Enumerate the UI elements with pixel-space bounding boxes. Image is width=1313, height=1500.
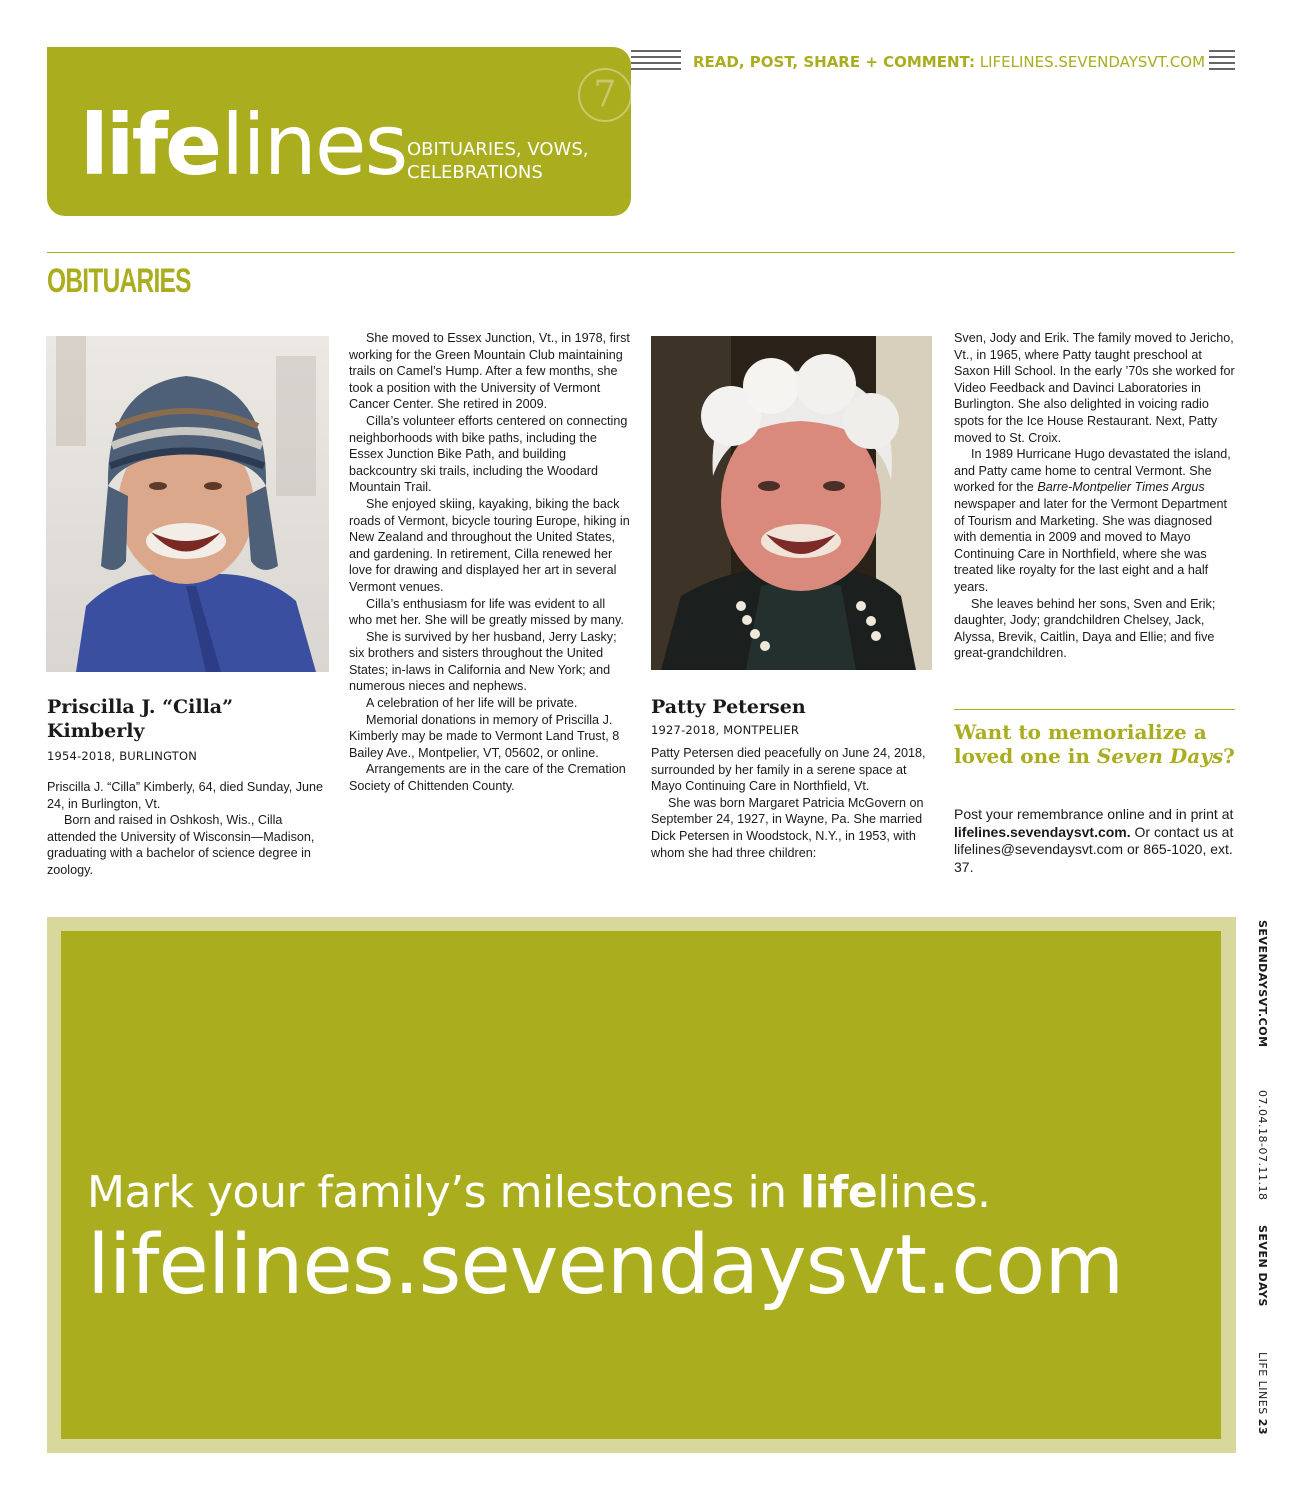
paragraph: She moved to Essex Junction, Vt., in 1978, first working for the Green Mountain Club maintaining trails on Camel’s Hump. After a few months, she took a position with the University of Vermont Cancer Center. She retired in 2009. <box>349 331 630 412</box>
paragraph: Cilla’s volunteer efforts centered on connecting neighborhoods with bike paths, including the Essex Junction Bike Path, and building backcountry ski trails, including the Woodard Mountain Trail. <box>349 413 628 495</box>
paragraph: Sven, Jody and Erik. The family moved to Jericho, Vt., in 1965, where Patty taught preschool at Saxon Hill School. In the early ’70s she worked for Video Feedback and Davinci Laboratories in Burlington. She also delighted in voicing radio spots for the Ice House Restaurant. Next, Patty moved to St. Croix. <box>954 331 1235 445</box>
masthead-subtitle: OBITUARIES, VOWS, CELEBRATIONS <box>407 139 589 183</box>
paragraph: Cilla’s enthusiasm for life was evident to all who met her. She will be greatly missed by many. <box>349 596 624 628</box>
sidebar-paper: SEVEN DAYS <box>1256 1225 1269 1307</box>
obituary-dates-kimberly: 1954-2018, BURLINGTON <box>47 749 198 763</box>
obituary-name-petersen: Patty Petersen <box>651 696 806 718</box>
banner-text[interactable]: READ, POST, SHARE + COMMENT: LIFELINES.SEVENDAYSVT.COM <box>693 53 1206 71</box>
paragraph: In 1989 Hurricane Hugo devastated the island, and Patty came home to central Vermont. She worked for the Barre-Montpelier Times Argus newspaper and later for the Vermont Department of Tourism and Marketing. She was diagnosed with dementia in 2009 and moved to Mayo Continuing Care in Northfield, where she was treated like royalty for the last eight and a half years. <box>954 447 1231 594</box>
obituary-body-petersen-col1 <box>651 745 933 861</box>
logo-life: life <box>80 96 220 194</box>
sidebar-page: LIFE LINES 23 <box>1256 1352 1269 1435</box>
obituary-dates-petersen: 1927-2018, MONTPELIER <box>651 723 800 737</box>
memorial-heading: Want to memorialize a loved one in Seven Days? <box>954 720 1235 768</box>
paragraph: Memorial donations in memory of Priscilla J. Kimberly may be made to Vermont Land Trust, 8 Bailey Ave., Montpelier, VT, 05602, or online. <box>349 712 620 760</box>
seven-days-logo: 7 <box>578 68 632 122</box>
section-title: OBITUARIES <box>47 262 191 300</box>
paragraph: Born and raised in Oshkosh, Wis., Cilla attended the University of Wisconsin—Madison, graduating with a bachelor of science degree in zoology. <box>47 813 315 877</box>
paragraph: She is survived by her husband, Jerry Lasky; six brothers and sisters throughout the United States; in-laws in California and New York; and numerous nieces and nephews. <box>349 629 617 694</box>
photo-kimberly <box>46 336 329 672</box>
obituary-body-kimberly-col2 <box>349 330 631 795</box>
paragraph: She leaves behind her sons, Sven and Erik; daughter, Jody; grandchildren Chelsey, Jack, Alyssa, Brevik, Caitlin, Daya and Ellie; and five great-grandchildren. <box>954 596 1216 661</box>
paragraph: Patty Petersen died peacefully on June 24, 2018, surrounded by her family in a serene space at Mayo Continuing Care in Northfield, Vt. <box>651 746 926 794</box>
banner-rule-right <box>1209 50 1235 72</box>
ad-url[interactable]: lifelines.sevendaysvt.com <box>87 1218 1124 1313</box>
photo-petersen <box>651 336 932 670</box>
paragraph: Priscilla J. “Cilla” Kimberly, 64, died Sunday, June 24, in Burlington, Vt. <box>47 780 324 811</box>
banner-url[interactable]: LIFELINES.SEVENDAYSVT.COM <box>979 53 1206 71</box>
section-rule <box>47 252 1235 253</box>
logo-lines: lines <box>221 96 407 194</box>
memorial-rule <box>954 709 1235 710</box>
memorial-link[interactable]: lifelines.sevendaysvt.com. <box>954 823 1131 840</box>
paragraph: She was born Margaret Patricia McGovern on September 24, 1927, in Wayne, Pa. She married Dick Petersen in Woodstock, N.Y., in 1953, with whom she had three children: <box>651 795 924 860</box>
paragraph: A celebration of her life will be private. <box>366 696 578 711</box>
paragraph: She enjoyed skiing, kayaking, biking the back roads of Vermont, bicycle touring Europe, hiking in New Zealand and throughout the United States, and gardening. In retirement, Cilla renewed her love for drawing and displayed her art in several Vermont venues. <box>349 496 630 594</box>
banner-rule-left <box>631 50 681 72</box>
obituary-body-petersen-col2 <box>954 330 1236 662</box>
sidebar-site: SEVENDAYSVT.COM <box>1256 920 1269 1048</box>
paragraph: Arrangements are in the care of the Cremation Society of Chittenden County. <box>349 762 626 794</box>
obituary-name-kimberly: Priscilla J. “Cilla” Kimberly <box>47 696 234 742</box>
sidebar-date: 07.04.18-07.11.18 <box>1256 1090 1269 1201</box>
obituary-body-kimberly-col1 <box>47 779 329 879</box>
memorial-body: Post your remembrance online and in print at lifelines.sevendaysvt.com. Or contact us at lifelines@sevendaysvt.com or 865-1020, ext. 37. <box>954 806 1234 875</box>
ad-tagline: Mark your family’s milestones in lifelines. <box>87 1167 991 1218</box>
